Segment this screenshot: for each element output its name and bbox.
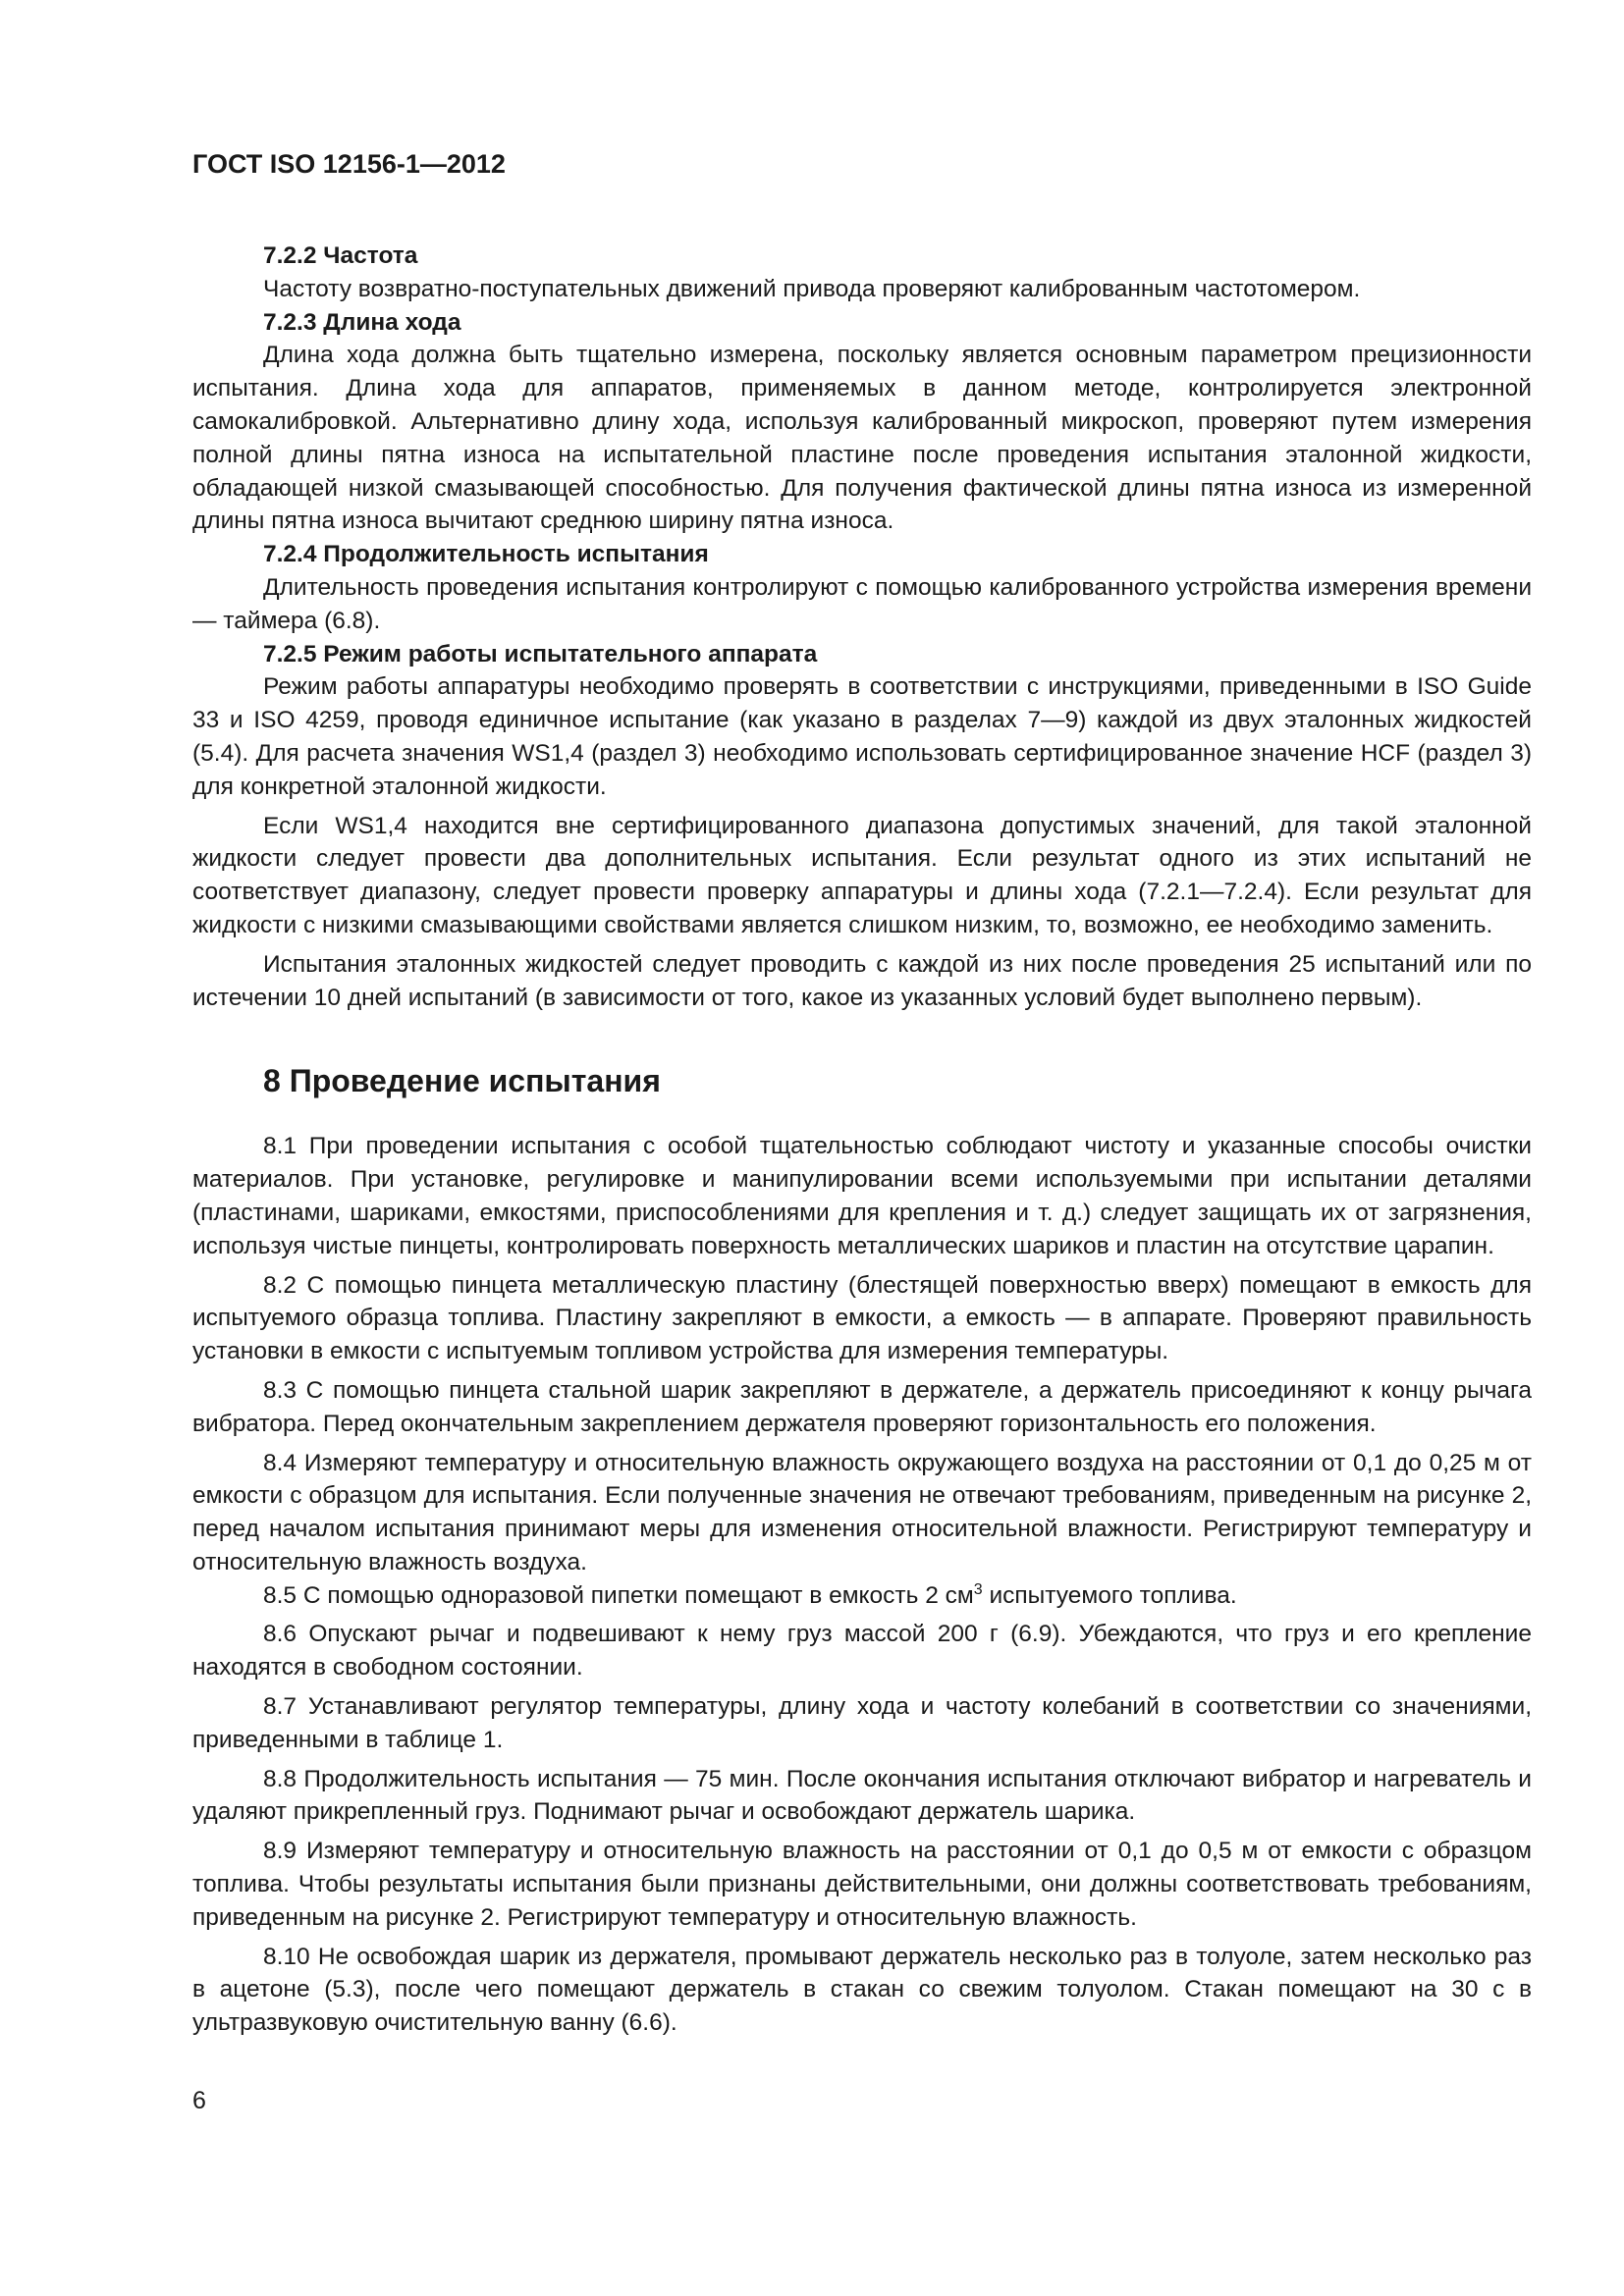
paragraph-8-10: 8.10 Не освобождая шарик из держателя, промывают держатель несколько раз в толуоле, затем несколько раз в ацетоне (5.3), после чего помещают держатель в стакан со свежим толуолом. Стакан помещают на 30 с в ультразвуковую очистительную ванну (6.6).	[192, 1943, 1532, 2037]
paragraph-7-2-3: Длина хода должна быть тщательно измерена, поскольку является основным параметром прецизионности испытания. Длина хода для аппаратов, применяемых в данном методе, контролируется электронной самокалибровкой. Альтернативно длину хода, используя калиброванный микроскоп, проверяют путем измерения полной длины пятна износа на испытательной пластине после проведения испытания эталонной жидкости, обладающей низкой смазывающей способностью. Для получения фактической длины пятна износа из измеренной длины пятна износа вычитают среднюю ширину пятна износа.	[192, 342, 1532, 535]
paragraph-8-3: 8.3 С помощью пинцета стальной шарик закрепляют в держателе, а держатель присоединяют к концу рычага вибратора. Перед окончательным закреплением держателя проверяют горизонтальность его положения.	[192, 1376, 1532, 1437]
section-7-2-4-title: 7.2.4 Продолжительность испытания	[263, 541, 709, 568]
paragraph-8-2: 8.2 С помощью пинцета металлическую пластину (блестящей поверхностью вверх) помещают в емкость для испытуемого образца топлива. Пластину закрепляют в емкости, а емкость — в аппарате. Проверяют правильность установки в емкости с испытуемым топливом устройства для измерения температуры.	[192, 1271, 1532, 1365]
paragraph-8-7: 8.7 Устанавливают регулятор температуры, длину хода и частоту колебаний в соответствии со значениями, приведенными в таблице 1.	[192, 1693, 1532, 1753]
paragraph-8-5-text-end: испытуемого топлива.	[982, 1581, 1237, 1609]
page-number: 6	[192, 2087, 206, 2114]
paragraph-7-2-5-2: Если WS1,4 находится вне сертифицированного диапазона допустимых значений, для такой эталонной жидкости следует провести два дополнительных испытания. Если результат одного из этих испытаний не соответствует диапазону, следует провести проверку аппаратуры и длины хода (7.2.1—7.2.4). Если результат для жидкости с низкими смазывающими свойствами является слишком низким, то, возможно, ее необходимо заменить.	[192, 812, 1532, 938]
paragraph-8-6: 8.6 Опускают рычаг и подвешивают к нему груз массой 200 г (6.9). Убеждаются, что груз и его крепление находятся в свободном состоянии.	[192, 1621, 1532, 1682]
paragraph-8-5-text: 8.5 С помощью одноразовой пипетки помещают в емкость 2 см	[263, 1581, 974, 1609]
paragraph-8-4: 8.4 Измеряют температуру и относительную влажность окружающего воздуха на расстоянии от 0,1 до 0,25 м от емкости с образцом для испытания. Если полученные значения не отвечают требованиям, приведенным на рисунке 2, перед началом испытания принимают меры для изменения относительной влажности. Регистрируют температуру и относительную влажность воздуха.	[192, 1449, 1532, 1575]
document-code-header: ГОСТ ISO 12156-1—2012	[192, 149, 506, 179]
paragraph-8-1: 8.1 При проведении испытания с особой тщательностью соблюдают чистоту и указанные способы очистки материалов. При установке, регулировке и манипулировании всеми используемыми при испытании деталями (пластинами, шариками, емкостями, приспособлениями для крепления и т. д.) следует защищать их от загрязнения, используя чистые пинцеты, контролировать поверхность металлических шариков и пластин на отсутствие царапин.	[192, 1133, 1532, 1259]
paragraph-7-2-5-3: Испытания эталонных жидкостей следует проводить с каждой из них после проведения 25 испытаний или по истечении 10 дней испытаний (в зависимости от того, какое из указанных условий будет выполнено первым).	[192, 950, 1532, 1011]
section-7-2-5-title: 7.2.5 Режим работы испытательного аппарата	[263, 640, 818, 667]
document-page	[192, 147, 1532, 2040]
paragraph-8-9: 8.9 Измеряют температуру и относительную влажность на расстоянии от 0,1 до 0,5 м от емкости с образцом топлива. Чтобы результаты испытания были признаны действительными, они должны соответствовать требованиям, приведенным на рисунке 2. Регистрируют температуру и относительную влажность.	[192, 1838, 1532, 1931]
paragraph-7-2-5-1: Режим работы аппаратуры необходимо проверять в соответствии с инструкциями, приведенными в ISO Guide 33 и ISO 4259, проводя единичное испытание (как указано в разделах 7—9) каждой из двух эталонных жидкостей (5.4). Для расчета значения WS1,4 (раздел 3) необходимо использовать сертифицированное значение HCF (раздел 3) для конкретной эталонной жидкости.	[192, 673, 1532, 800]
section-8-heading: 8 Проведение испытания	[263, 1063, 661, 1099]
superscript-cubed: 3	[973, 1580, 983, 1598]
section-7-2-3-title: 7.2.3 Длина хода	[263, 308, 461, 336]
paragraph-8-5	[192, 1579, 1532, 1613]
paragraph-8-8: 8.8 Продолжительность испытания — 75 мин. После окончания испытания отключают вибратор и нагреватель и удаляют прикрепленный груз. Поднимают рычаг и освобождают держатель шарика.	[192, 1765, 1532, 1826]
section-7-2-2-title: 7.2.2 Частота	[263, 242, 418, 269]
paragraph-7-2-2: Частоту возвратно-поступательных движений привода проверяют калиброванным частотомером.	[263, 275, 1361, 302]
paragraph-7-2-4: Длительность проведения испытания контролируют с помощью калиброванного устройства измерения времени — таймера (6.8).	[192, 573, 1532, 634]
